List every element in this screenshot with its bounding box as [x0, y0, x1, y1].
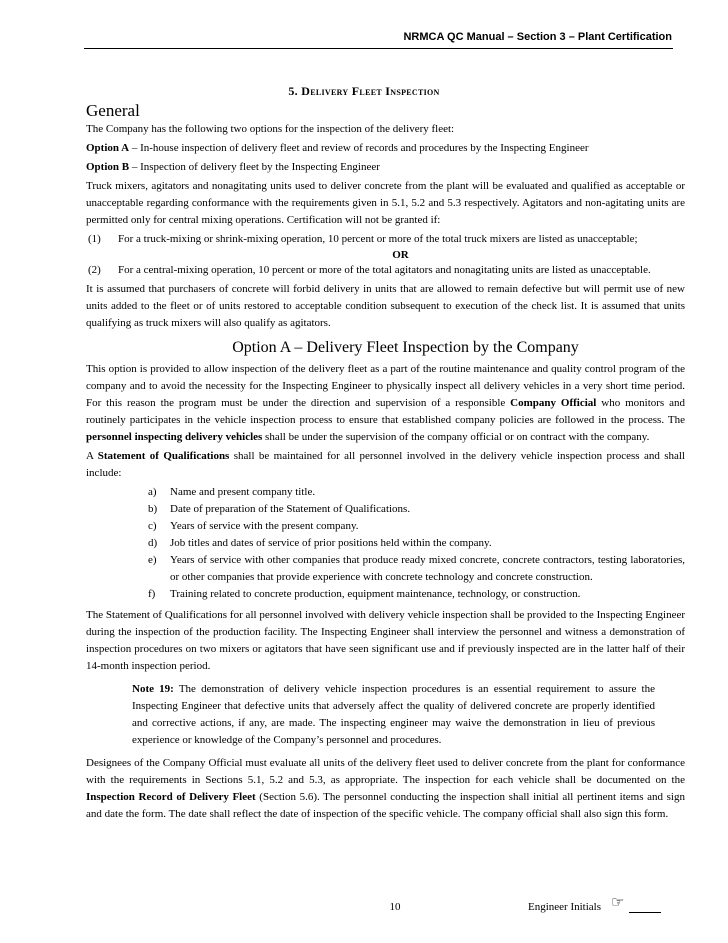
qualification-item	[86, 552, 685, 586]
or-separator: OR	[392, 249, 409, 261]
qualification-text: Date of preparation of the Statement of Qualifications.	[170, 503, 411, 515]
initials-signature-line	[629, 912, 661, 913]
company-official-term: Company Official	[510, 397, 597, 409]
qualification-text: Years of service with other companies that produce ready mixed concrete, concrete contractors, testing laboratories, or other companies that provide experience with concrete technology and concrete construction.	[170, 554, 685, 583]
option-a-paragraph-3: The Statement of Qualifications for all personnel involved with delivery vehicle inspection shall be provided to the Inspecting Engineer during the inspection of the production facility. The Inspecting Engineer shall interview the personnel and witness a demonstration of inspection procedures on two mixers or agitators that have seen significant use and if previously inspected are in the latter half of their 14-month inspection period.	[86, 609, 685, 672]
qualification-letter: e)	[148, 554, 157, 566]
qualification-text: Training related to concrete production, equipment maintenance, technology, or construction.	[170, 588, 581, 600]
option-a-text-part: shall be under the supervision of the company official or on contract with the company.	[262, 431, 650, 443]
personnel-inspecting-term: personnel inspecting delivery vehicles	[86, 431, 263, 443]
option-a-text: – In-house inspection of delivery fleet and review of records and procedures by the Inspecting Engineer	[129, 142, 589, 154]
page-number: 10	[389, 901, 401, 913]
body-content	[86, 101, 685, 825]
engineer-initials-label: Engineer Initials	[528, 901, 602, 913]
option-a-text-part: Designees of the Company Official must evaluate all units of the delivery fleet used to deliver concrete from the plant for conformance with the requirements in Sections 5.1, 5.2 and 5.3, as appropriate. The inspection for each vehicle shall be documented on the	[86, 757, 685, 786]
option-b-line	[86, 159, 685, 176]
qualification-letter: c)	[148, 520, 157, 532]
option-a-text-part: who monitors and routinely participates in the vehicle inspection process to ensure that established company policies are followed in the process. The	[86, 397, 685, 426]
qualification-item	[86, 586, 685, 603]
qualification-letter: a)	[148, 486, 157, 498]
qualification-item	[86, 484, 685, 501]
option-a-label: Option A	[86, 142, 130, 154]
qualification-item	[86, 501, 685, 518]
condition-item	[86, 262, 685, 279]
qualification-text: Job titles and dates of service of prior positions held within the company.	[170, 537, 492, 549]
note-label: Note 19:	[132, 683, 174, 695]
option-a-heading: Option A – Delivery Fleet Inspection by the Company	[232, 339, 579, 356]
pointing-hand-icon: ☞	[611, 895, 625, 911]
condition-number: (1)	[88, 233, 101, 245]
condition-item	[86, 231, 685, 248]
condition-text: For a truck-mixing or shrink-mixing operation, 10 percent or more of the total truck mixers are listed as unacceptable;	[118, 233, 638, 245]
general-intro: The Company has the following two options for the inspection of the delivery fleet:	[86, 123, 455, 135]
option-a-paragraph-1	[86, 361, 685, 446]
note-19	[132, 681, 655, 749]
section-title: 5. Delivery Fleet Inspection	[288, 84, 440, 98]
option-b-label: Option B	[86, 161, 130, 173]
option-b-text: – Inspection of delivery fleet by the Inspecting Engineer	[129, 161, 380, 173]
general-heading: General	[86, 101, 140, 120]
qualification-item	[86, 518, 685, 535]
inspection-record-term: Inspection Record of Delivery Fleet	[86, 791, 256, 803]
option-a-text-part: (Section 5.6). The personnel conducting the inspection shall initial all pertinent items and sign and date the form. The date shall reflect the date of inspection of the specific vehicle. The company official shall also sign this form.	[86, 791, 685, 820]
option-a-text-part: This option is provided to allow inspection of the delivery fleet as a part of the routine maintenance and quality control program of the company and to avoid the necessity for the Inspecting Engineer to physically inspect all delivery vehicles in a very short time period. For this reason the program must be under the direction and supervision of a responsible	[86, 363, 685, 409]
qualification-letter: f)	[148, 588, 156, 600]
statement-of-qualifications-term: Statement of Qualifications	[97, 450, 230, 462]
option-a-text-part: A	[86, 450, 98, 462]
option-a-paragraph-4	[86, 755, 685, 823]
qualification-letter: d)	[148, 537, 158, 549]
qualifications-list	[86, 484, 685, 603]
condition-text: For a central-mixing operation, 10 percent or more of the total agitators and nonagitating units are listed as unacceptable.	[118, 264, 651, 276]
option-a-line	[86, 140, 685, 157]
running-header: NRMCA QC Manual – Section 3 – Plant Certification	[403, 31, 672, 43]
note-text: The demonstration of delivery vehicle inspection procedures is an essential requirement to assure the Inspecting Engineer that defective units that adversely affect the quality of delivered concrete are properly identified and corrective actions, if any, are made. The inspecting engineer may waive the demonstration in lieu of previous experience or knowledge of the Company’s personnel and procedures.	[132, 683, 655, 746]
certification-conditions	[86, 231, 685, 279]
evaluation-paragraph: Truck mixers, agitators and nonagitating units used to deliver concrete from the plant will be evaluated and qualified as acceptable or unacceptable regarding conformance with the requirements given in 5.1, 5.2 and 5.3 respectively. Agitators and non-agitating units are permitted only for central mixing operations. Certification will not be granted if:	[86, 180, 685, 226]
qualification-letter: b)	[148, 503, 158, 515]
header-rule	[84, 48, 673, 49]
qualification-text: Name and present company title.	[170, 486, 316, 498]
condition-number: (2)	[88, 264, 101, 276]
qualification-text: Years of service with the present company.	[170, 520, 359, 532]
assumption-paragraph: It is assumed that purchasers of concrete will forbid delivery in units that are allowed to remain defective but will permit use of new units added to the fleet or of units restored to acceptable condition subsequent to execution of the check list. It is assumed that units qualifying as truck mixers will also qualify as agitators.	[86, 283, 685, 329]
option-a-text-part: shall be maintained for all personnel involved in the delivery vehicle inspection process and shall include:	[86, 450, 685, 479]
option-a-paragraph-2	[86, 448, 685, 482]
qualification-item	[86, 535, 685, 552]
